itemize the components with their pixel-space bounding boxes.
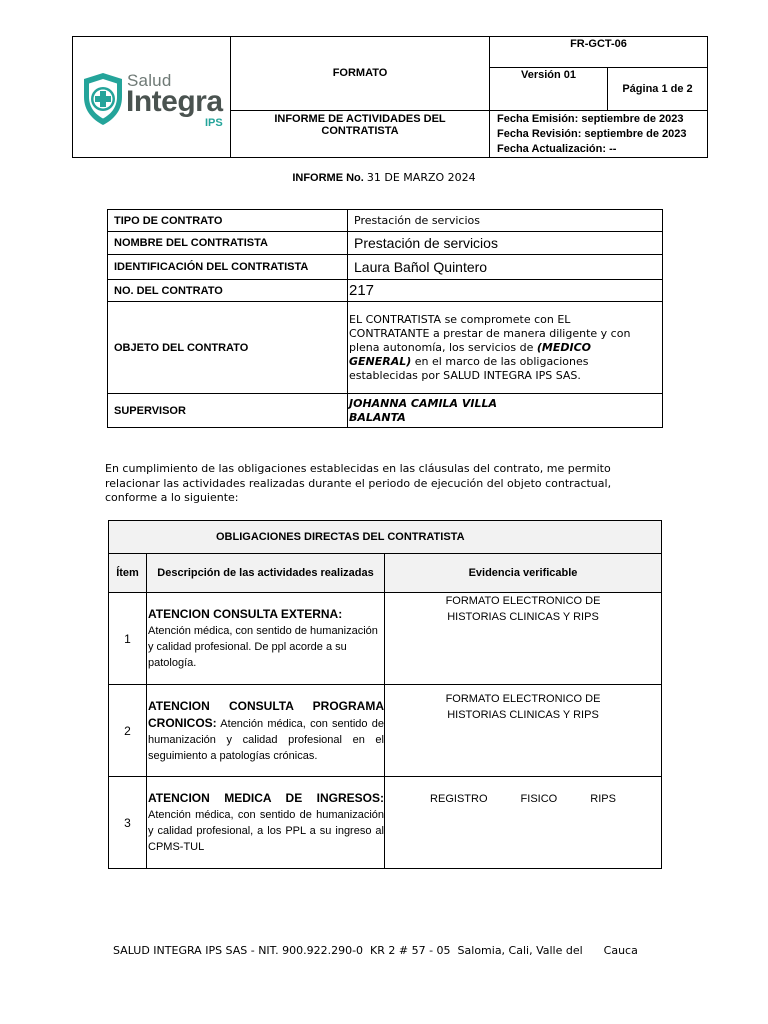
table-row: [108, 280, 663, 302]
table-row: [108, 232, 663, 255]
format-version: Versión 01: [490, 68, 608, 110]
table-title-row: [109, 521, 662, 554]
nombre-contratista-label: NOMBRE DEL CONTRATISTA: [108, 232, 348, 255]
informe-date: 31 DE MARZO 2024: [366, 171, 476, 184]
col-evid-header: Evidencia verificable: [385, 554, 662, 593]
row-description: [147, 685, 385, 777]
table-row: [109, 685, 662, 777]
fecha-revision: Fecha Revisión: septiembre de 2023: [497, 127, 687, 140]
format-code: FR-GCT-06: [490, 37, 708, 68]
obligations-title: OBLIGACIONES DIRECTAS DEL CONTRATISTA: [109, 521, 662, 554]
numero-contrato-label: NO. DEL CONTRATO: [108, 280, 348, 302]
col-desc-header: Descripción de las actividades realizadas: [147, 554, 385, 593]
row-item: 1: [109, 593, 147, 685]
document-title: INFORME DE ACTIVIDADES DEL CONTRATISTA: [231, 110, 490, 157]
objeto-text-bold: (MEDICO GENERAL): [349, 340, 592, 368]
objeto-contrato-value: [348, 302, 663, 394]
table-row: [108, 210, 663, 232]
objeto-contrato-label: OBJETO DEL CONTRATO: [108, 302, 348, 394]
supervisor-label: SUPERVISOR: [108, 394, 348, 428]
informe-number-line: [0, 171, 768, 184]
row-item: 2: [109, 685, 147, 777]
table-row: [108, 255, 663, 280]
page-number: Página 1 de 2: [608, 68, 708, 110]
row-item: 3: [109, 777, 147, 869]
row-text: Atención médica, con sentido de humanización y calidad profesional, a los PPL a su ingreso al CPMS-TUL: [148, 809, 384, 853]
document-header: [72, 36, 708, 158]
row-evidence: FORMATO ELECTRONICO DE HISTORIAS CLINICAS Y RIPS: [385, 685, 662, 777]
document-dates: [490, 110, 708, 157]
table-row: [108, 394, 663, 428]
nombre-contratista-value: Prestación de servicios: [348, 232, 663, 255]
row-title: ATENCION CONSULTA PROGRAMA CRONICOS:: [148, 698, 384, 730]
row-text: Atención médica, con sentido de humanización y calidad profesional. De ppl acorde a su patología.: [148, 625, 378, 669]
tipo-contrato-label: TIPO DE CONTRATO: [108, 210, 348, 232]
objeto-text-pre: EL CONTRATISTA se compromete con EL CONTRATANTE a prestar de manera diligente y con plena autonomía, los servicios de: [349, 312, 631, 354]
col-item-header: Ítem: [109, 554, 147, 593]
row-title: ATENCION MEDICA DE INGRESOS:: [148, 791, 384, 805]
row-description: [147, 777, 385, 869]
table-row: [109, 593, 662, 685]
logo-word-integra: Integra: [126, 85, 223, 118]
company-logo: [81, 69, 231, 131]
shield-cross-icon: [81, 71, 125, 127]
logo-word-salud: Salud: [127, 71, 172, 90]
fecha-actualizacion: Fecha Actualización: --: [497, 142, 617, 155]
format-label: FORMATO: [231, 37, 490, 111]
page-footer: SALUD INTEGRA IPS SAS - NIT. 900.922.290-0 KR 2 # 57 - 05 Salomia, Cali, Valle del Cauca: [113, 944, 638, 957]
intro-paragraph: En cumplimiento de las obligaciones establecidas en las cláusulas del contrato, me permito relacionar las actividades realizadas durante el periodo de ejecución del objeto contractual, conforme a lo siguiente:: [105, 462, 612, 504]
tipo-contrato-value: Prestación de servicios: [348, 210, 663, 232]
fecha-emision: Fecha Emisión: septiembre de 2023: [497, 112, 684, 125]
logo-word-ips: IPS: [205, 117, 223, 129]
identificacion-value: Laura Bañol Quintero: [348, 255, 663, 280]
row-evidence: REGISTRO FISICO RIPS: [385, 777, 662, 869]
objeto-text-post: en el marco de las obligaciones establecidas por SALUD INTEGRA IPS SAS.: [349, 354, 589, 382]
informe-label: INFORME No.: [292, 172, 364, 184]
table-row: [108, 302, 663, 394]
table-row: [109, 777, 662, 869]
row-title: ATENCION CONSULTA EXTERNA:: [148, 607, 343, 621]
contract-info-table: [107, 209, 663, 428]
identificacion-label: IDENTIFICACIÓN DEL CONTRATISTA: [108, 255, 348, 280]
table-header-row: [109, 554, 662, 593]
row-evidence: FORMATO ELECTRONICO DE HISTORIAS CLINICAS Y RIPS: [385, 593, 662, 685]
supervisor-value: JOHANNA CAMILA VILLA BALANTA: [348, 394, 663, 428]
row-description: [147, 593, 385, 685]
obligations-table: [108, 520, 662, 869]
logo-cell: [73, 37, 231, 158]
row-text: Atención médica, con sentido de humanización y calidad profesional en el seguimiento a patologías crónicas.: [148, 717, 384, 762]
numero-contrato-value: 217: [348, 280, 663, 302]
